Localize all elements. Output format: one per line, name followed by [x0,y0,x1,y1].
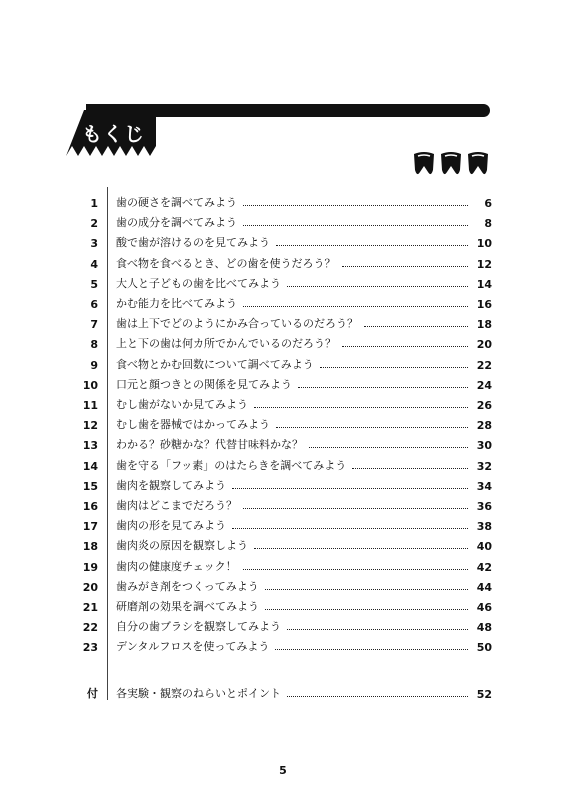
toc-leader-dots [276,244,468,246]
toc-entry-page: 32 [476,459,492,473]
toc-entry-number: 5 [90,277,98,291]
toc-entry-number: 14 [82,459,98,473]
toc-entry-title: わかる？砂糖かな？代替甘味料かな？ [116,438,303,452]
toc-leader-dots [309,446,468,448]
toc-entry-number: 11 [82,399,98,412]
toc-entry[interactable] [78,493,492,513]
toc-entry-title: 食べ物を食べるとき、どの歯を使うだろう？ [116,256,336,270]
toc-entry[interactable] [78,453,492,473]
toc-entry-number: 23 [82,641,98,655]
toc-entry-page: 36 [476,500,492,513]
toc-entry-number: 16 [82,500,98,513]
toc-entry-page: 8 [484,217,492,231]
toc-leader-dots [243,568,468,570]
toc-leader-dots [232,527,468,529]
toc-entry-page: 26 [476,399,492,412]
toc-entry-page: 16 [476,298,492,311]
toc-entry[interactable] [78,311,492,331]
toc-entry-number: 10 [82,378,98,392]
toc-entry-page: 44 [476,580,492,594]
toc-leader-dots [342,345,468,347]
toc-entry-number: 3 [90,237,98,251]
toc-entry-page: 52 [476,687,492,701]
tooth-icon [441,152,461,174]
toc-leader-dots [287,628,468,630]
toc-entry[interactable] [78,412,492,432]
toc-entry-title: 歯を守る「フッ素」のはたらきを調べてみよう [116,458,347,472]
toc-leader-dots [352,467,468,469]
toc-entry[interactable] [78,574,492,594]
tooth-icon [468,152,488,174]
toc-leader-dots [232,487,468,489]
toc-entry-number: 12 [82,419,98,433]
toc-entry-title: 歯肉を観察してみよう [116,478,226,492]
toc-entry-page: 20 [476,338,492,352]
toc-entry[interactable] [78,513,492,533]
toc-entry[interactable] [78,291,492,311]
toc-entry-number: 21 [82,601,98,614]
toc-entry-page: 14 [476,277,492,291]
toc-entry-page: 34 [476,479,492,493]
toc-leader-dots [243,507,468,509]
toc-entry-number: 6 [90,298,98,311]
toc-entry-number: 13 [82,439,98,453]
toc-leader-dots [364,325,468,327]
toc-entry-page: 28 [476,419,492,433]
toc-entry-number: 8 [90,338,98,352]
toc-entry-number: 9 [90,358,98,372]
toc-entry[interactable] [78,594,492,614]
toc-entry-title: 大人と子どもの歯を比べてみよう [116,276,281,290]
toc-entry-page: 10 [476,237,492,251]
toc-entry-page: 30 [476,439,492,453]
toc-leader-dots [298,386,468,388]
toc-entry[interactable] [78,432,492,452]
toc-entry-title: 歯肉はどこまでだろう？ [116,499,237,512]
title-block [66,110,156,156]
toc-entry-number: 7 [90,318,98,332]
toc-entry[interactable] [78,190,492,210]
toc-entry-title: 自分の歯ブラシを観察してみよう [116,620,281,634]
toc-leader-dots [243,305,468,307]
toc-entry-title: 歯みがき剤をつくってみよう [116,579,259,593]
toc-entry-page: 46 [476,601,492,614]
toc-leader-dots [243,224,468,226]
toc-entry-number: 19 [82,560,98,574]
toc-entry-title: 歯肉の形を見てみよう [116,519,226,533]
toc-entry[interactable] [78,634,492,654]
toc-entry-title: 歯の成分を調べてみよう [116,216,237,230]
toc-entry-title: 各実験・観察のねらいとポイント [116,686,281,700]
toc-entry-number: 22 [82,621,98,635]
toc-entry[interactable] [78,331,492,351]
toc-entry-page: 50 [476,641,492,655]
toc-leader-dots [287,285,468,287]
toc-entry-page: 22 [476,358,492,372]
toc-leader-dots [265,608,468,610]
toc-entry-number: 2 [90,217,98,231]
toc-entry[interactable] [78,533,492,553]
toc-leader-dots [276,426,468,428]
toc-entry-number: 18 [82,540,98,554]
toc-entry-title: 食べ物とかむ回数について調べてみよう [116,357,314,371]
toc-entry[interactable] [78,210,492,230]
toc-entry[interactable] [78,251,492,271]
toc-entry-title: 歯は上下でどのようにかみ合っているのだろう？ [116,317,358,331]
toc-entry-number: 20 [82,580,98,594]
toc-entry-page: 24 [476,378,492,392]
toc-entry[interactable] [78,681,492,701]
toc-entry-number: 4 [90,257,98,271]
toc-entry-title: 歯肉の健康度チェック！ [116,559,237,573]
tooth-icon [414,152,434,174]
toc-entry-title: むし歯を器械ではかってみよう [116,418,270,432]
page-number: 5 [279,764,287,777]
toc-entry-title: 歯肉炎の原因を観察しよう [116,539,248,553]
toc-entry-number: 1 [90,197,98,210]
toc-entry[interactable] [78,230,492,250]
toc-entry[interactable] [78,554,492,574]
toc-entry-title: かむ能力を比べてみよう [116,297,237,310]
toc-entry[interactable] [78,614,492,634]
toc-leader-dots [342,265,468,267]
toc-entry-page: 38 [476,520,492,534]
toc-entry[interactable] [78,392,492,412]
toc-leader-dots [320,366,468,368]
toc-entry-title: 研磨剤の効果を調べてみよう [116,600,259,613]
toc-entry-page: 48 [476,621,492,635]
toc-entry-title: むし歯がないか見てみよう [116,398,248,411]
toc-entry[interactable] [78,372,492,392]
teeth-decoration [412,150,492,178]
toc-entry-number: 15 [82,479,98,493]
toc-leader-dots [243,204,468,206]
toc-entry-page: 18 [476,318,492,332]
toc-entry-page: 6 [484,197,492,210]
toc-entry-page: 12 [476,257,492,271]
toc-entry[interactable] [78,352,492,372]
toc-leader-dots [265,588,468,590]
toc-entry-number: 付 [87,686,98,700]
toc-entry-number: 17 [82,520,98,534]
toc-entry[interactable] [78,473,492,493]
toc-entry-title: 口元と顔つきとの関係を見てみよう [116,377,292,391]
toc-leader-dots [254,547,468,549]
toc-leader-dots [287,695,468,697]
toc-entry-page: 40 [476,540,492,554]
toc-entry-title: 酸で歯が溶けるのを見てみよう [116,236,270,250]
toc-entry-title: 上と下の歯は何カ所でかんでいるのだろう？ [116,337,336,351]
toc-entry-title: デンタルフロスを使ってみよう [116,640,270,654]
toc-leader-dots [275,648,468,650]
page-title: もくじ [82,122,145,146]
toc-leader-dots [254,406,468,408]
toc-entry-title: 歯の硬さを調べてみよう [116,196,237,209]
toc-entry-page: 42 [476,560,492,574]
toc-entry[interactable] [78,271,492,291]
